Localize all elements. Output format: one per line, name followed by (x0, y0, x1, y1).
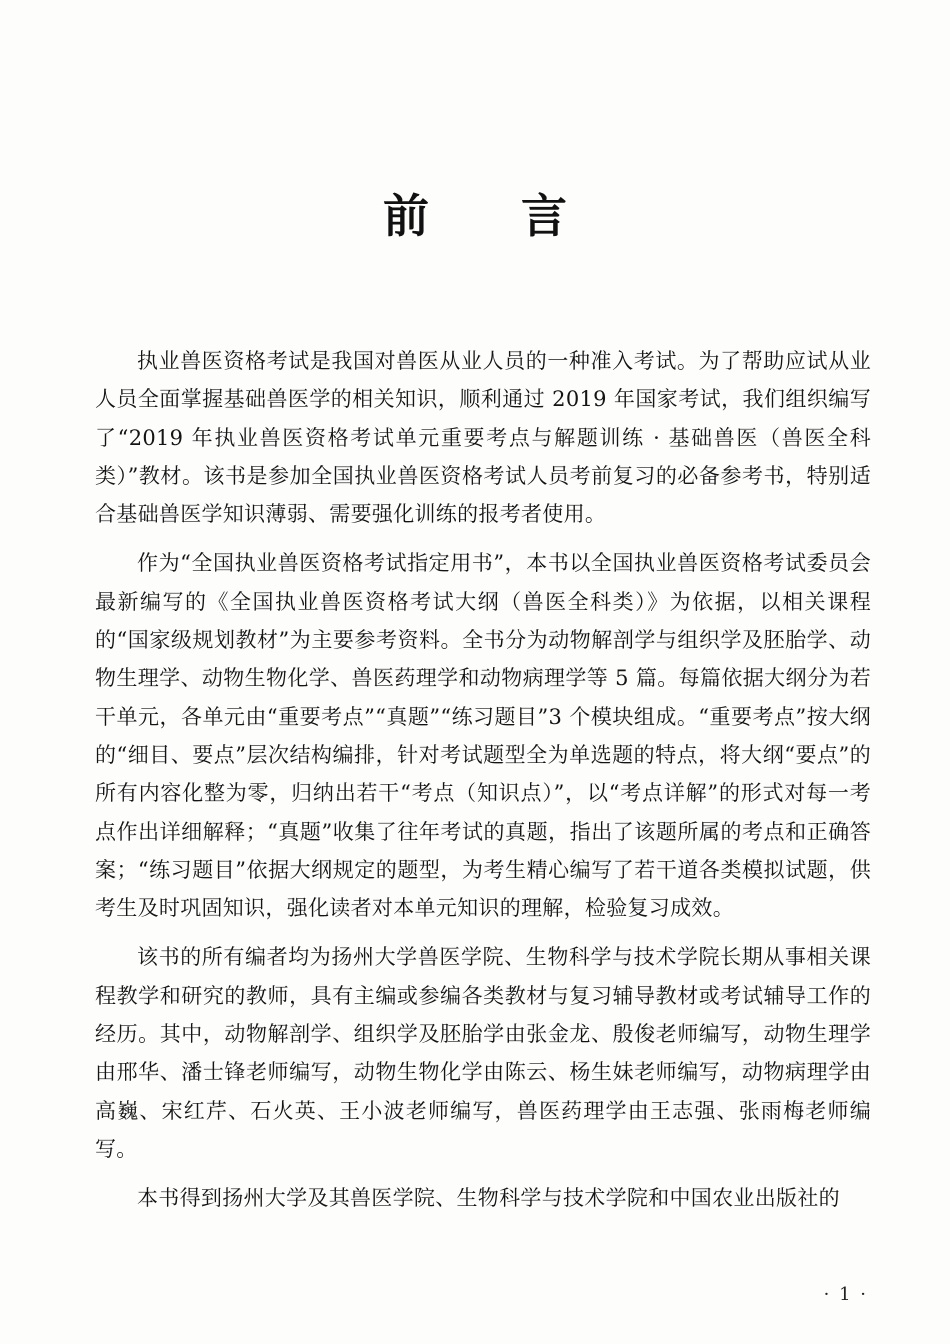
paragraph: 该书的所有编者均为扬州大学兽医学院、生物科学与技术学院长期从事相关课程教学和研究的教师，具有主编或参编各类教材与复习辅导教材或考试辅导工作的经历。其中，动物解剖学、组织学及胚胎学由张金龙、殷俊老师编写，动物生理学由邢华、潘士锋老师编写，动物生物化学由陈云、杨生妹老师编写，动物病理学由高巍、宋红芹、石火英、王小波老师编写，兽医药理学由王志强、张雨梅老师编写。 (95, 945, 871, 1161)
page-title: 前 言 (382, 189, 605, 243)
page-number: · 1 · (823, 1284, 868, 1305)
paragraph: 本书得到扬州大学及其兽医学院、生物科学与技术学院和中国农业出版社的 (137, 1186, 840, 1211)
preface-body (95, 342, 871, 1229)
paragraph: 作为“全国执业兽医资格考试指定用书”，本书以全国执业兽医资格考试委员会最新编写的《全国执业兽医资格考试大纲（兽医全科类）》为依据，以相关课程的“国家级规划教材”为主要参考资料。全书分为动物解剖学与组织学及胚胎学、动物生理学、动物生物化学、兽医药理学和动物病理学等 5 篇。每篇依据大纲分为若干单元，各单元由“重要考点”“真题”“练习题目”3 个模块组成。“重要考点”按大纲的“细目、要点”层次结构编排，针对考试题型全为单选题的特点，将大纲“要点”的所有内容化整为零，归纳出若干“考点（知识点）”，以“考点详解”的形式对每一考点作出详细解释；“真题”收集了往年考试的真题，指出了该题所属的考点和正确答案；“练习题目”依据大纲规定的题型，为考生精心编写了若干道各类模拟试题，供考生及时巩固知识，强化读者对本单元知识的理解，检验复习成效。 (95, 551, 871, 921)
paragraph: 执业兽医资格考试是我国对兽医从业人员的一种准入考试。为了帮助应试从业人员全面掌握基础兽医学的相关知识，顺利通过 2019 年国家考试，我们组织编写了“2019 年执业兽医资格考试单元重要考点与解题训练 · 基础兽医（兽医全科类）”教材。该书是参加全国执业兽医资格考试人员考前复习的必备参考书，特别适合基础兽医学知识薄弱、需要强化训练的报考者使用。 (95, 349, 871, 527)
